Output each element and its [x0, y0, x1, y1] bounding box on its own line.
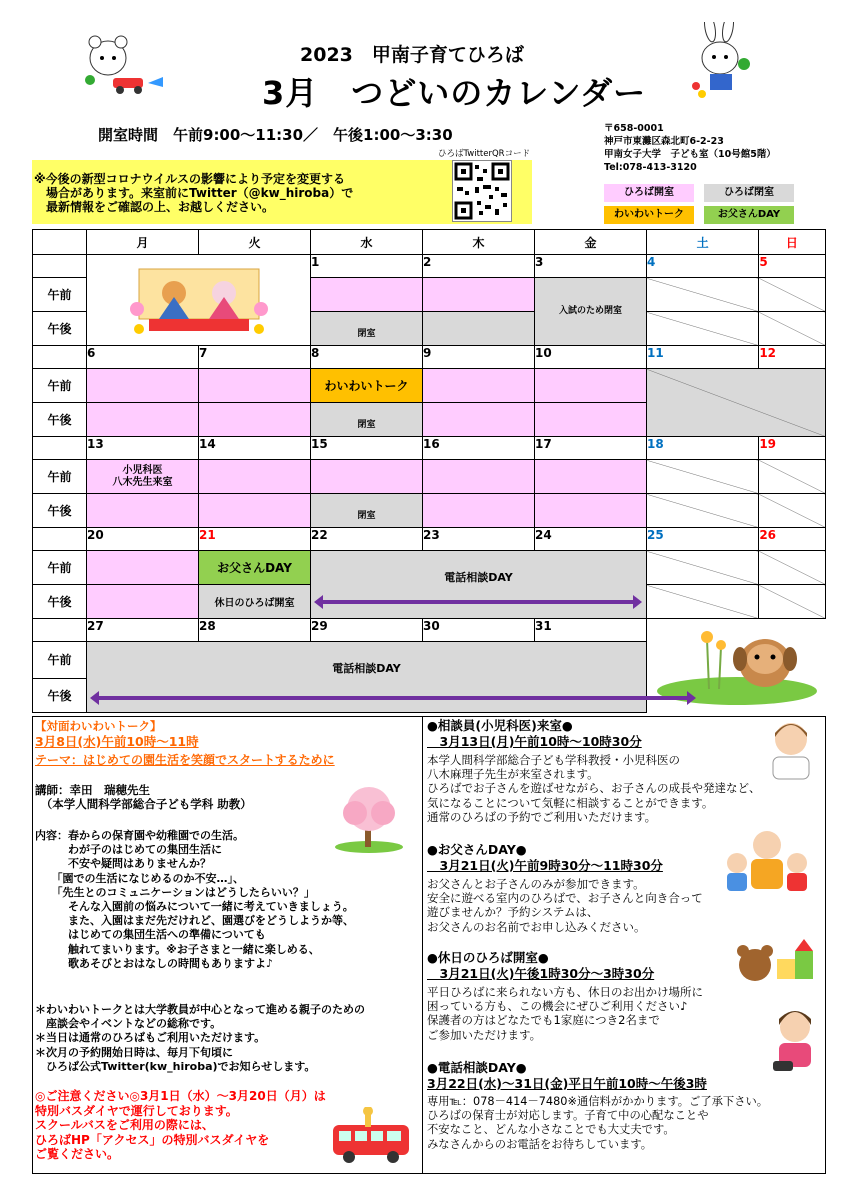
date-17: 17	[535, 437, 647, 460]
cell-9-am	[423, 369, 535, 403]
holiday-open-event: 休日のひろば開室	[199, 585, 311, 619]
date-22: 22	[311, 528, 423, 551]
hina-dolls-illustration	[87, 255, 311, 346]
doctor-illustration	[763, 717, 819, 785]
date-8: 8	[311, 346, 423, 369]
consult-body: 本学人間科学部総合子ども学科教授・小児科医の 八木麻理子先生が来室されます。 ひろばでお子さんを遊ばせながら、お子さんの成長や発達など、 気になることについて気軽に相談することができます。 通常のひろばの予約でご利用いただけます。	[427, 753, 761, 824]
cell-2-am	[423, 278, 535, 312]
father-date: 3月21日(火)午前9時30分～11時30分	[427, 858, 663, 873]
cell-11-12-closed	[647, 369, 826, 437]
date-2: 2	[423, 255, 535, 278]
date-21: 21	[199, 528, 311, 551]
phone-title: ●電話相談DAY●	[427, 1060, 527, 1075]
weekday-sun: 日	[759, 230, 825, 255]
date-12: 12	[759, 346, 825, 369]
family-illustration	[719, 825, 815, 899]
date-27: 27	[87, 619, 199, 642]
cell-3-closed	[535, 278, 647, 346]
exam-closed-note: 入試のため閉室	[558, 306, 622, 316]
weekday-header-row	[33, 230, 826, 255]
waiwai-lecturer: 講師：幸田 瑞穂先生 （本学人間科学部総合子ども学科 助教）	[35, 783, 252, 811]
pediatric-visit: 小児科医 八木先生来室	[87, 460, 199, 494]
bunny-toy-car-illustration	[78, 28, 168, 98]
week-3-am: 午前 小児科医 八木先生来室	[33, 460, 826, 494]
cell-2-pm	[423, 312, 535, 346]
waiwai-content: 内容：春からの保育園や幼稚園での生活。 わが子のはじめての集団生活に 不安や疑問はありませんか？ 「園での生活になじめるのか不安…」、 「先生とのコミュニケーションはどうしたらいい？」 そんな入園前の悩みについて一緒に考えていきましょう。 また、入園はまだ先だけれど、園選びをどうしようか等、 はじめての集団生活への準備についても 触れてまいります。※お子さまと一緒に楽しめる、 歌あそびとおはなしの時間もありますよ♪	[35, 829, 354, 970]
date-4: 4	[647, 255, 759, 278]
date-20: 20	[87, 528, 199, 551]
week-4-pm: 午後 休日のひろば開室	[33, 585, 826, 619]
date-23: 23	[423, 528, 535, 551]
postal-code: 〒658-0001	[604, 123, 664, 134]
street-address: 神戸市東灘区森北町6-2-23	[604, 136, 724, 147]
date-11: 11	[647, 346, 759, 369]
weekday-tue: 火	[199, 230, 311, 255]
pm-label: 午後	[33, 312, 87, 346]
week-5-pm: 午後	[33, 678, 826, 712]
weekday-wed: 水	[311, 230, 423, 255]
address-block	[604, 122, 776, 174]
qr-label: ひろばTwitterQRコード	[438, 149, 531, 159]
cell-10-am	[535, 369, 647, 403]
school-bus-illustration	[329, 1107, 415, 1171]
date-30: 30	[423, 619, 535, 642]
holiday-date: 3月21日(火)午後1時30分～3時30分	[427, 966, 655, 981]
waiwai-talk-event: わいわいトーク	[311, 369, 423, 403]
weekday-thu: 木	[423, 230, 535, 255]
date-6: 6	[87, 346, 199, 369]
phone-consult-week4	[311, 551, 647, 619]
date-10: 10	[535, 346, 647, 369]
toys-illustration	[733, 929, 817, 993]
calendar-table	[32, 229, 826, 713]
cell-5-am	[759, 278, 825, 312]
building: 甲南女子大学 子ども室（10号館5階）	[604, 149, 776, 160]
week-4-dates	[33, 528, 826, 551]
phone-consult-arrow-week4	[322, 600, 634, 604]
date-29: 29	[311, 619, 423, 642]
date-25: 25	[647, 528, 759, 551]
phone-call-illustration	[767, 1005, 823, 1079]
holiday-title: ●休日のひろば開室●	[427, 950, 549, 965]
week-2-dates	[33, 346, 826, 369]
week-3-pm: 午後 閉室	[33, 494, 826, 528]
page-title: 3月 つどいのカレンダー	[262, 74, 647, 112]
date-7: 7	[199, 346, 311, 369]
date-26: 26	[759, 528, 825, 551]
father-title: ●お父さんDAY●	[427, 842, 527, 857]
waiwai-title: 【対面わいわいトーク】	[35, 719, 162, 733]
am-label: 午前	[33, 278, 87, 312]
week-3-dates	[33, 437, 826, 460]
date-18: 18	[647, 437, 759, 460]
date-31: 31	[535, 619, 647, 642]
title-year: 2023 甲南子育てひろば	[300, 44, 524, 66]
legend-father-day: お父さんDAY	[704, 206, 794, 224]
week-2-pm: 午後 閉室	[33, 403, 826, 437]
date-15: 15	[311, 437, 423, 460]
info-panel	[32, 716, 826, 1174]
bunny-reading-illustration	[680, 22, 760, 102]
date-16: 16	[423, 437, 535, 460]
date-3: 3	[535, 255, 647, 278]
date-9: 9	[423, 346, 535, 369]
cell-7-am	[199, 369, 311, 403]
date-5: 5	[759, 255, 825, 278]
phone-consult-label-1: 電話相談DAY	[444, 571, 513, 584]
waiwai-footnotes: ＊わいわいトークとは大学教員が中心となって進める親子のための 座談会やイベントなどの総称です。 ＊当日は通常のひろばもご利用いただけます。 ＊次月の予約開始日時は、毎月下旬頃に ひろば公式Twitter(kw_hiroba)でお知らせします。	[35, 1003, 365, 1073]
cell-1-am	[311, 278, 423, 312]
phone-date: 3月22日(水)～31日(金)平日午前10時～午後3時	[427, 1076, 707, 1091]
phone-consult-label-2: 電話相談DAY	[332, 662, 401, 675]
weekday-mon: 月	[87, 230, 199, 255]
date-14: 14	[199, 437, 311, 460]
phone-number: Tel:078-413-3120	[604, 162, 697, 173]
father-body: お父さんとお子さんのみが参加できます。 安全に遊べる室内のひろばで、お子さんと向き合って 遊びませんか？予約システムは、 お父さんのお名前でお申し込みください。	[427, 877, 703, 934]
date-24: 24	[535, 528, 647, 551]
date-28: 28	[199, 619, 311, 642]
twitter-qr-code[interactable]	[452, 160, 512, 222]
waiwai-theme: テーマ：はじめての園生活を笑顔でスタートするために	[35, 753, 335, 767]
week-5-am: 午前 電話相談DAY	[33, 642, 826, 679]
holiday-body: 平日ひろばに来られない方も、休日のお出かけ場所に 困っている方も、この機会にぜひご利用ください♪ 保護者の方はどなたでも1家庭につき2名まで ご参加いただけます。	[427, 985, 703, 1042]
week-1-dates	[33, 255, 826, 278]
weekday-sat: 土	[647, 230, 759, 255]
waiwai-info-column	[33, 717, 423, 1173]
bus-notice: ◎ご注意ください◎3月1日（水）～3月20日（月）は 特別バスダイヤで運行しております。 スクールバスをご利用の際には、 ひろばHP「アクセス」の特別バスダイヤを ご覧ください。	[35, 1089, 326, 1162]
consult-title: ●相談員(小児科医)来室●	[427, 718, 573, 733]
legend-open: ひろば開室	[604, 184, 694, 202]
date-13: 13	[87, 437, 199, 460]
phone-body: 専用℡：078－414－7480※通信料がかかります。ご了承下さい。 ひろばの保育士が対応します。子育て中の心配なことや 不安なこと、どんな小さなことでも大丈夫です。 みなさんからのお電話をお待ちしています。	[427, 1095, 769, 1151]
cell-5-pm	[759, 312, 825, 346]
date-1: 1	[311, 255, 423, 278]
notice-text: ※今後の新型コロナウイルスの影響により予定を変更する 場合があります。来室前にTwitter（@kw_hiroba）で 最新情報をご確認の上、お越しください。	[34, 172, 354, 214]
date-19: 19	[759, 437, 825, 460]
cell-6-am	[87, 369, 199, 403]
weekday-fri: 金	[535, 230, 647, 255]
cell-4-pm	[647, 312, 759, 346]
consult-date: 3月13日(月)午前10時～10時30分	[427, 734, 642, 749]
cell-1-pm: 閉室	[311, 312, 423, 346]
week-5-dates	[33, 619, 826, 642]
opening-hours: 開室時間 午前9:00～11:30／ 午後1:00～3:30	[98, 126, 453, 144]
phone-consult-arrow-week5	[98, 696, 688, 700]
phone-consult-week5	[87, 642, 647, 713]
week-2-am: 午前 わいわいトーク	[33, 369, 826, 403]
corner-cell	[33, 230, 87, 255]
week-4-am: 午前 お父さんDAY 電話相談DAY	[33, 551, 826, 585]
waiwai-date: 3月8日(水)午前10時～11時	[35, 734, 199, 749]
father-day-event: お父さんDAY	[199, 551, 311, 585]
legend-closed: ひろば閉室	[704, 184, 794, 202]
legend-waiwai: わいわいトーク	[604, 206, 694, 224]
cell-4-am	[647, 278, 759, 312]
